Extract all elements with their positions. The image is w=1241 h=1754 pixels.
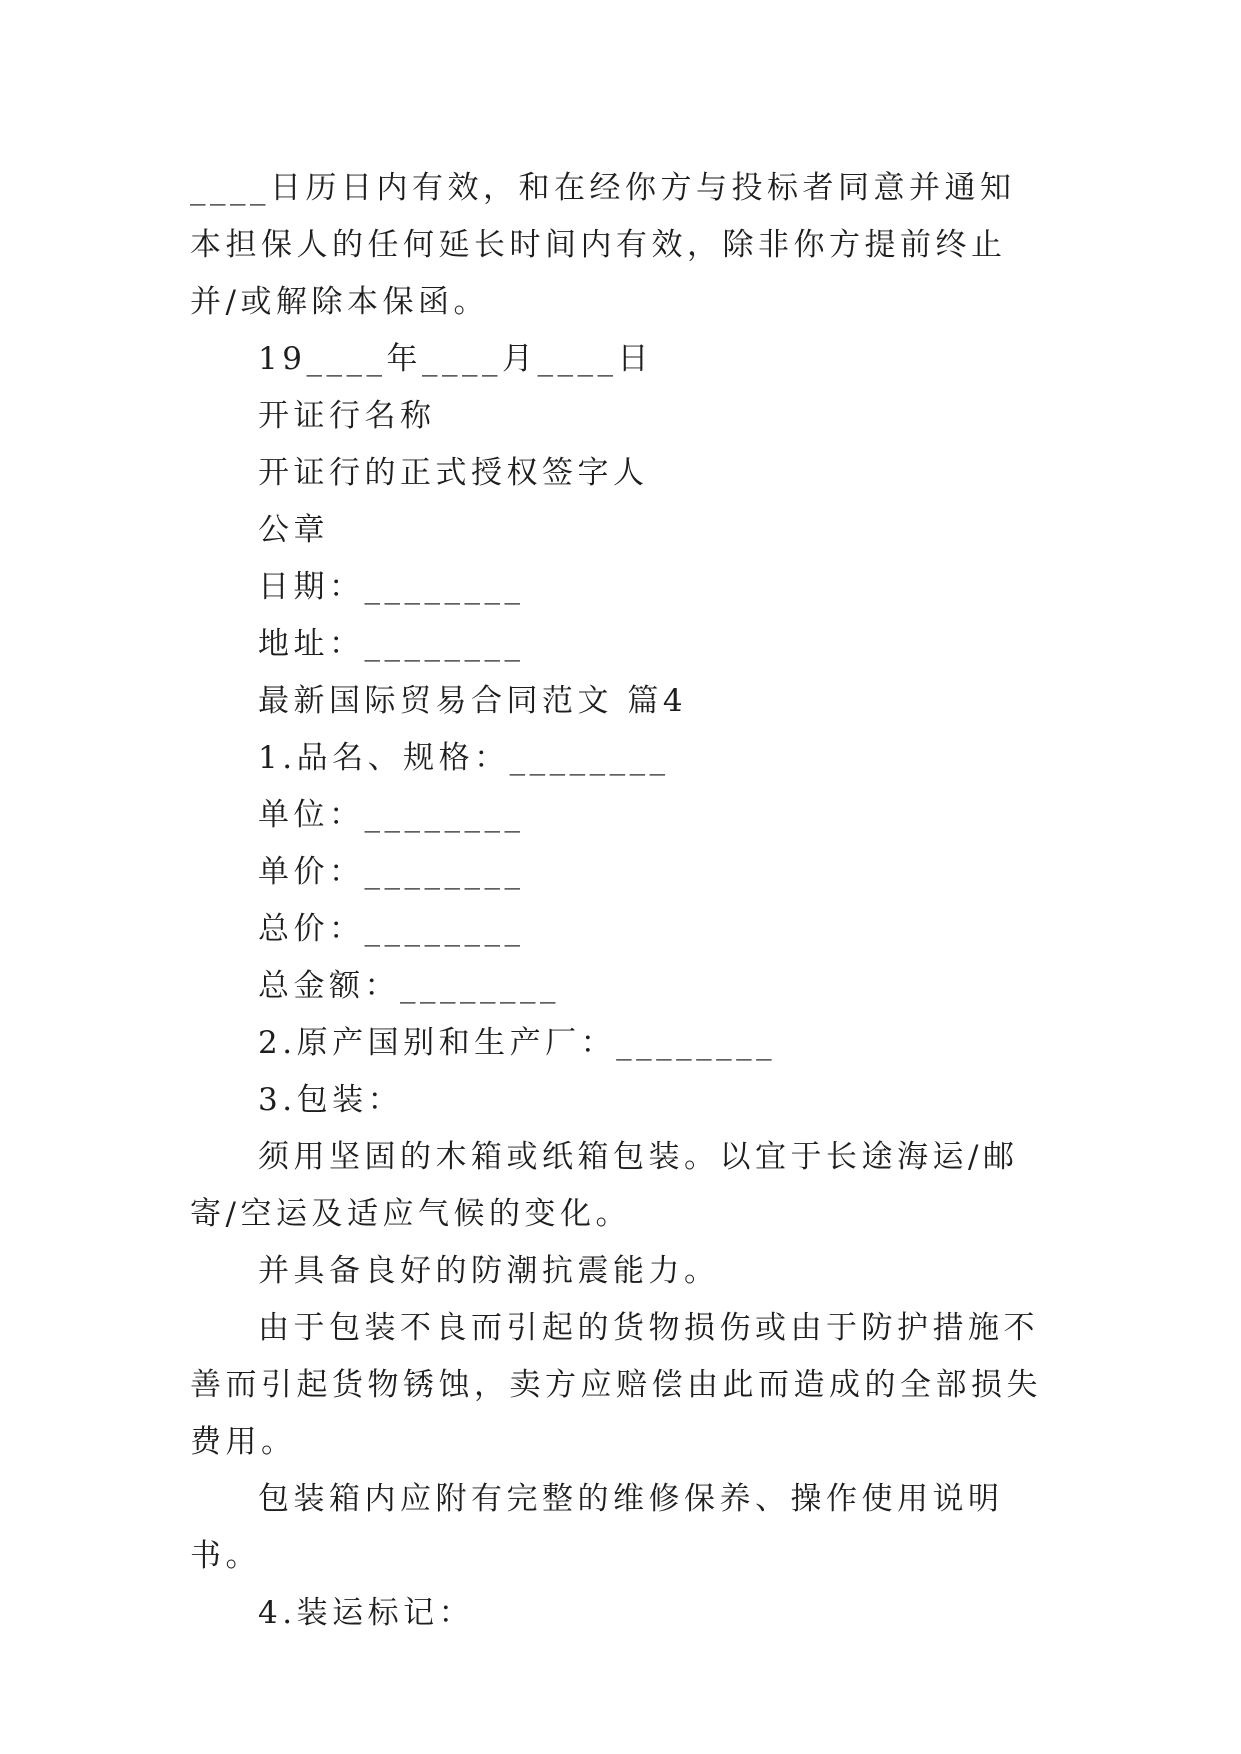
packing-paragraph-3: 由于包装不良而引起的货物损伤或由于防护措施不善而引起货物锈蚀，卖方应赔偿由此而造成的全部损失费用。 <box>190 1310 1042 1460</box>
packing-paragraph-4: 包装箱内应附有完整的维修保养、操作使用说明书。 <box>190 1481 1004 1574</box>
unit-line: 单位：________ <box>258 797 525 833</box>
packing-paragraph-2: 并具备良好的防潮抗震能力。 <box>258 1253 720 1289</box>
date-field-line: 日期：________ <box>258 569 525 605</box>
total-price-line: 总价：________ <box>258 911 525 947</box>
item1-line: 1.品名、规格：________ <box>258 740 670 776</box>
seal-line: 公章 <box>258 512 329 548</box>
unit-price-line: 单价：________ <box>258 854 525 890</box>
signatory-line: 开证行的正式授权签字人 <box>258 455 649 491</box>
section-title: 最新国际贸易合同范文 篇4 <box>258 683 688 719</box>
item3-line: 3.包装： <box>258 1082 404 1118</box>
date-line: 19____年____月____日 <box>258 341 653 377</box>
validity-paragraph: ____日历日内有效，和在经你方与投标者同意并通知本担保人的任何延长时间内有效，除非你方提前终止并/或解除本保函。 <box>190 170 1016 320</box>
document-body <box>190 160 1050 1642</box>
item2-line: 2.原产国别和生产厂：________ <box>258 1025 777 1061</box>
address-field-line: 地址：________ <box>258 626 525 662</box>
total-amount-line: 总金额：________ <box>258 968 560 1004</box>
bank-name-line: 开证行名称 <box>258 398 436 434</box>
packing-paragraph-1: 须用坚固的木箱或纸箱包装。以宜于长途海运/邮寄/空运及适应气候的变化。 <box>190 1139 1019 1232</box>
item4-line: 4.装运标记： <box>258 1595 475 1631</box>
